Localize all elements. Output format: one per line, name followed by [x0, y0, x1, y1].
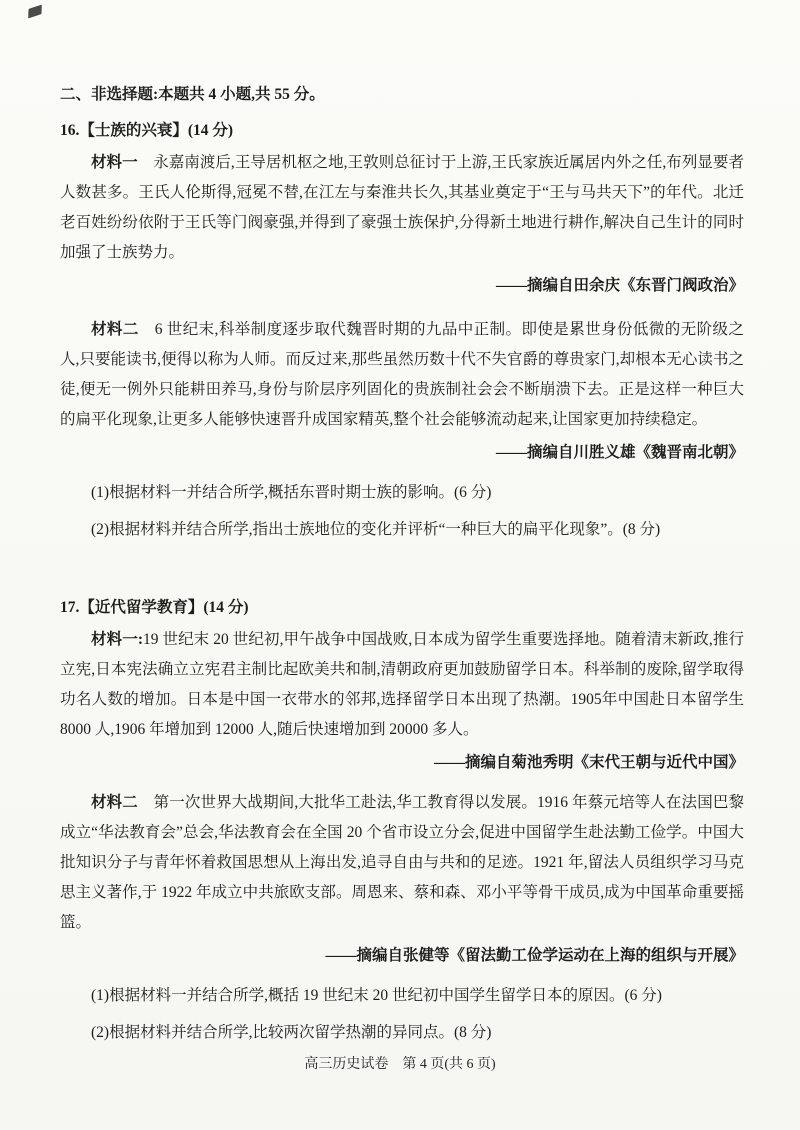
question-16-material-1-source: ——摘编自田余庆《东晋门阀政治》 [495, 277, 744, 294]
material-1-label: 材料一: [91, 631, 143, 648]
material-1-text: 永嘉南渡后,王导居机枢之地,王敦则总征讨于上游,王氏家族近属居内外之任,布列显要者人数甚多。王氏人伦斯得,冠冕不替,在江左与秦淮共长久,其基业奠定于“王与马共天下”的年代。北迁老百姓纷纷依附于王氏等门阀豪强,并得到了豪强士族保护,分得新土地进行耕作,解决自己生计的同时加强了士族势力。 [60, 154, 744, 261]
question-17-title: 17.【近代留学教育】(14 分) [60, 599, 249, 616]
question-17-material-2-source: ——摘编自张健等《留法勤工俭学运动在上海的组织与开展》 [325, 947, 744, 964]
question-17-subquestion-2: (2)根据材料并结合所学,比较两次留学热潮的异同点。(8 分) [91, 1024, 492, 1041]
question-16 [60, 116, 744, 545]
question-16-subquestion-2: (2)根据材料并结合所学,指出士族地位的变化并评析“一种巨大的扁平化现象”。(8 分) [91, 521, 661, 538]
material-2-label: 材料二 [91, 321, 155, 338]
material-2-text: 第一次世界大战期间,大批华工赴法,华工教育得以发展。1916 年蔡元培等人在法国巴黎成立“华法教育会”总会,华法教育会在全国 20 个省市设立分会,促进中国留学生赴法勤工俭学。中国大批知识分子与青年怀着救国思想从上海出发,追寻自由与共和的足迹。1921 年,留法人员组织学习马克思主义著作,于 1922 年成立中共旅欧支部。周恩来、蔡和森、邓小平等骨干成员,成为中国革命重要摇篮。 [60, 794, 744, 931]
question-17-material-1 [60, 625, 744, 745]
question-16-title: 16.【士族的兴衰】(14 分) [60, 122, 234, 139]
question-16-subquestion-1: (1)根据材料一并结合所学,概括东晋时期士族的影响。(6 分) [91, 484, 492, 501]
question-16-material-2-source: ——摘编自川胜义雄《魏晋南北朝》 [495, 444, 744, 461]
question-16-material-1 [60, 148, 744, 268]
material-1-label: 材料一 [91, 154, 154, 171]
question-17-material-1-source: ——摘编自菊池秀明《末代王朝与近代中国》 [433, 754, 744, 771]
material-2-label: 材料二 [91, 794, 154, 811]
material-1-text: 19 世纪末 20 世纪初,甲午战争中国战败,日本成为留学生重要选择地。随着清末新政,推行立宪,日本宪法确立立宪君主制比起欧美共和制,清朝政府更加鼓励留学日本。科举制的废除,留学取得功名人数的增加。日本是中国一衣带水的邻邦,选择留学日本出现了热潮。1905年中国赴日本留学生 8000 人,1906 年增加到 12000 人,随后快速增加到 20000 多人。 [60, 631, 744, 738]
scan-artifact-mark [28, 5, 42, 19]
section-header: 二、非选择题:本题共 4 小题,共 55 分。 [60, 86, 325, 103]
page-footer: 高三历史试卷 第 4 页(共 6 页) [304, 1057, 496, 1072]
material-2-text: 6 世纪末,科举制度逐步取代魏晋时期的九品中正制。即使是累世身份低微的无阶级之人,只要能读书,便得以称为人师。而反过来,那些虽然历数十代不失官爵的尊贵家门,却根本无心读书之徒,便无一例外只能耕田养马,身份与阶层序列固化的贵族制社会会不断崩溃下去。正是这样一种巨大的扁平化现象,让更多人能够快速晋升成国家精英,整个社会能够流动起来,让国家更加持续稳定。 [60, 321, 744, 428]
question-16-material-2 [60, 315, 744, 435]
question-17 [60, 593, 744, 1048]
question-17-subquestion-1: (1)根据材料一并结合所学,概括 19 世纪末 20 世纪初中国学生留学日本的原因。(6 分) [91, 987, 662, 1004]
question-17-material-2 [60, 788, 744, 938]
